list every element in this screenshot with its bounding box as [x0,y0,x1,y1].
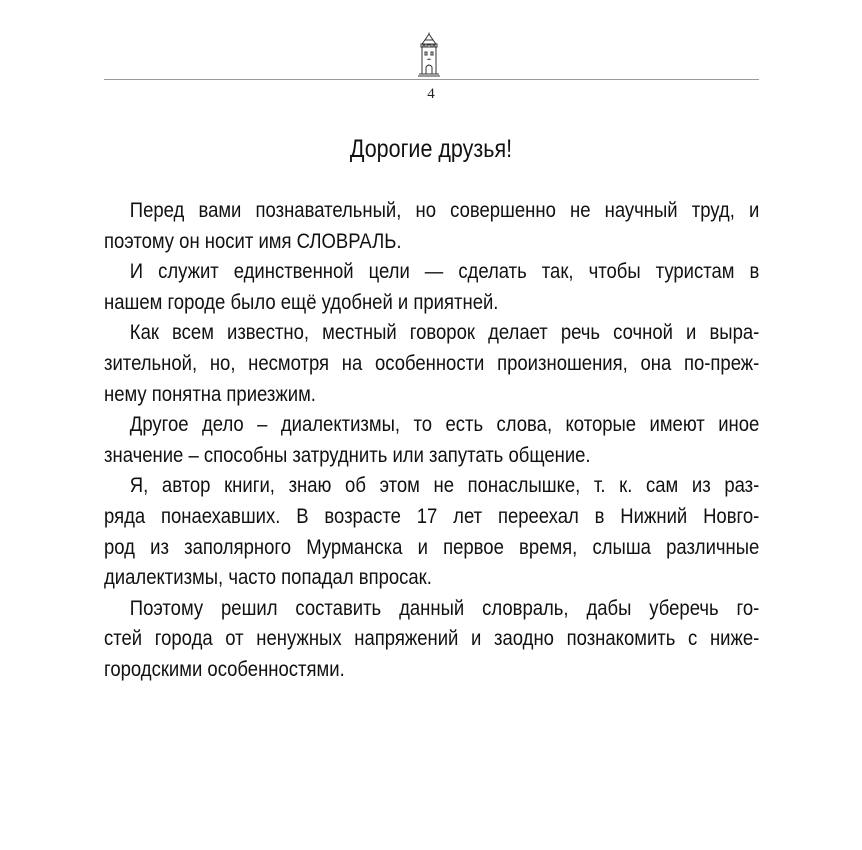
paragraph [104,409,759,470]
text-line: нашем городе было ещё удобней и приятней. [104,289,499,314]
paragraph [104,256,759,317]
kremlin-tower-icon [413,32,445,78]
text-line: И служит единственной цели — сделать так, чтобы туристам в [129,259,760,284]
paragraph [104,470,759,592]
header-rule [104,79,759,80]
text-line: ряда понаехавших. В возрасте 17 лет переехал в Нижний Новго- [104,503,760,528]
paragraph [104,195,759,256]
page-number: 4 [427,86,435,102]
text-line: зительной, но, несмотря на особенности произношения, она по-преж- [104,350,760,375]
text-line: диалектизмы, часто попадал впросак. [104,565,432,590]
text-line: Я, автор книги, знаю об этом не понаслышке, т. к. сам из раз- [129,473,760,498]
text-line: род из заполярного Мурманска и первое время, слыша различные [104,534,760,559]
text-line: поэтому он носит имя СЛОВРАЛЬ. [104,228,402,253]
text-line: значение – способны затруднить или запутать общение. [104,442,591,467]
paragraph [104,317,759,409]
text-line: городскими особенностями. [104,656,345,681]
text-line: нему понятна приезжим. [104,381,316,406]
text-line: Как всем известно, местный говорок делает речь сочной и выра- [129,320,760,345]
text-line: стей города от ненужных напряжений и заодно познакомить с ниже- [104,626,760,651]
text-line: Перед вами познавательный, но совершенно не научный труд, и [129,198,760,222]
body-text [104,195,759,685]
page-title: Дорогие друзья! [349,135,513,163]
paragraph [104,593,759,685]
text-line: Поэтому решил составить данный словраль, дабы уберечь го- [129,595,760,620]
text-line: Другое дело – диалектизмы, то есть слова, которые имеют иное [129,412,760,437]
